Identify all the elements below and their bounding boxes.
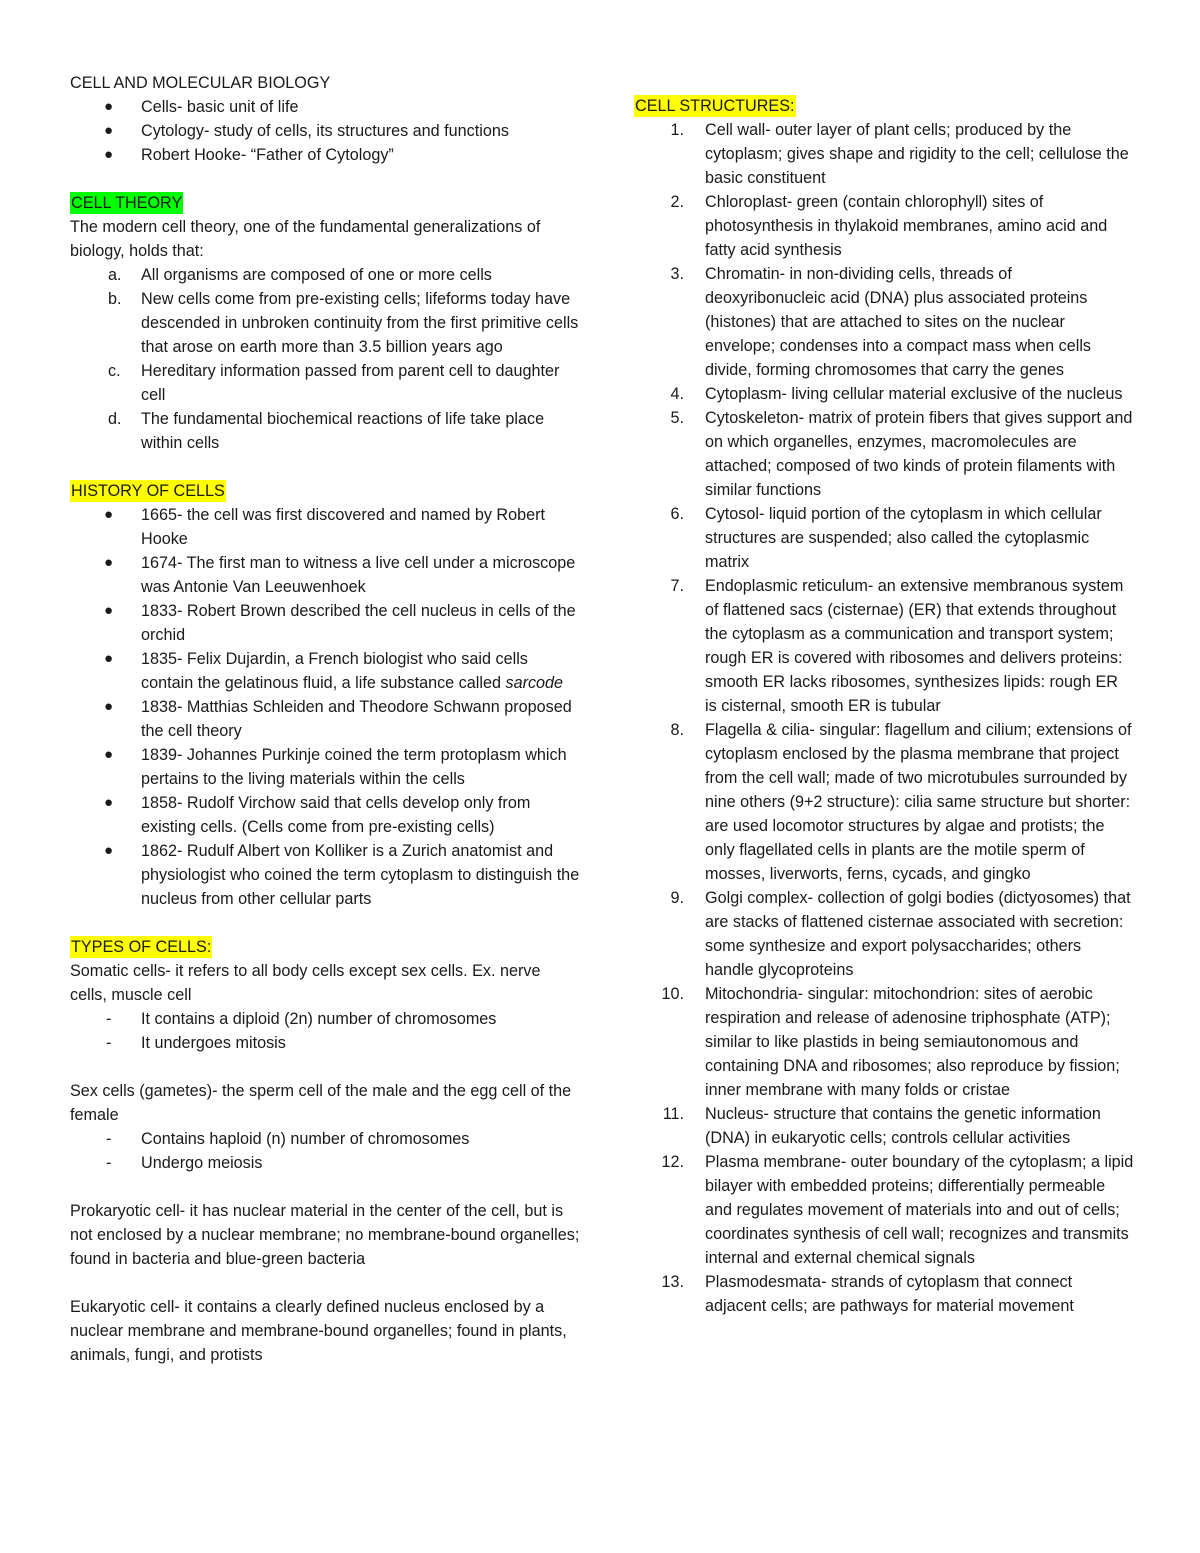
cell-theory-heading: CELL THEORY [71,194,183,212]
list-item: ● Robert Hooke- “Father of Cytology” [70,143,580,167]
list-item: 11. Nucleus- structure that contains the genetic information (DNA) in eukaryotic cells; controls cellular activities [662,1105,1101,1147]
bullet-icon: ● [104,146,114,163]
list-item: ● 1835- Felix Dujardin, a French biologist who said cells contain the gelatinous fluid, a life substance called sarcode [70,647,580,695]
list-item: ● 1665- the cell was first discovered and named by Robert Hooke [70,503,580,551]
list-item: 10. Mitochondria- singular: mitochondrion: sites of aerobic respiration and release of adenosine triphosphate (ATP); similar to like plastids in being semiautonomous and containing DNA and ribosomes; also reproduce by fission; inner membrane with many folds or cristae [661,985,1120,1099]
somatic-cells-text: Somatic cells- it refers to all body cells except sex cells. Ex. nerve cells, muscle cell [70,962,541,1004]
list-item: ● 1833- Robert Brown described the cell nucleus in cells of the orchid [70,599,580,647]
list-item: 9. Golgi complex- collection of golgi bodies (dictyosomes) that are stacks of flattened cisternae associated with secretion: some synthesize and export polysaccharides; others handle glycoproteins [670,889,1131,979]
list-item: 13. Plasmodesmata- strands of cytoplasm that connect adjacent cells; are pathways for material movement [661,1273,1074,1315]
bullet-icon: ● [104,506,114,523]
list-item: 1. Cell wall- outer layer of plant cells; produced by the cytoplasm; gives shape and rigidity to the cell; cellulose the basic constituent [670,121,1129,187]
list-item: 5. Cytoskeleton- matrix of protein fibers that gives support and on which organelles, enzymes, macromolecules are attached; composed of two kinds of protein filaments with similar functions [670,409,1133,499]
cell-theory-list [70,263,580,455]
list-item: ● 1858- Rudolf Virchow said that cells develop only from existing cells. (Cells come from pre-existing cells) [70,791,580,839]
bullet-icon: ● [104,650,114,667]
list-item: ● Cytology- study of cells, its structures and functions [70,119,580,143]
eukaryotic-text: Eukaryotic cell- it contains a clearly defined nucleus enclosed by a nuclear membrane and membrane-bound organelles; found in plants, animals, fungi, and protists [70,1298,567,1364]
list-item: 7. Endoplasmic reticulum- an extensive membranous system of flattened sacs (cisternae) (ER) that extends throughout the cytoplasm as a communication and transport system; rough ER is covered with ribosomes and delivers proteins: smooth ER lacks ribosomes, synthesizes lipids: rough ER is cisternal, smooth ER is tubular [670,577,1124,715]
list-item: - Undergo meiosis [106,1154,263,1172]
list-item: ● 1839- Johannes Purkinje coined the term protoplasm which pertains to the living materials within the cells [70,743,580,791]
bullet-icon: ● [104,794,114,811]
types-heading: TYPES OF CELLS: [71,938,212,956]
history-heading: HISTORY OF CELLS [71,482,225,500]
prokaryotic-text: Prokaryotic cell- it has nuclear material in the center of the cell, but is not enclosed by a nuclear membrane; no membrane-bound organelles; found in bacteria and blue-green bacteria [70,1202,580,1268]
bullet-icon: ● [104,698,114,715]
left-column [70,0,580,1367]
document-title: CELL AND MOLECULAR BIOLOGY [70,74,331,92]
structures-heading: CELL STRUCTURES: [635,97,795,115]
bullet-icon: ● [104,122,114,139]
list-item: ● 1838- Matthias Schleiden and Theodore Schwann proposed the cell theory [70,695,580,743]
sex-points [70,1127,580,1175]
list-item: 4. Cytoplasm- living cellular material exclusive of the nucleus [670,385,1123,403]
list-item: 12. Plasma membrane- outer boundary of the cytoplasm; a lipid bilayer with embedded proteins; differentially permeable and regulates movement of materials into and out of cells; coordinates synthesis of cell wall; recognizes and transmits internal and external chemical signals [661,1153,1134,1267]
list-item: 6. Cytosol- liquid portion of the cytoplasm in which cellular structures are suspended; also called the cytoplasmic matrix [670,505,1102,571]
list-item: a. All organisms are composed of one or more cells [108,266,492,284]
bullet-icon: ● [104,98,114,115]
list-item: ● 1674- The first man to witness a live cell under a microscope was Antonie Van Leeuwenhoek [70,551,580,599]
list-item: 8. Flagella & cilia- singular: flagellum and cilium; extensions of cytoplasm enclosed by the plasma membrane that project from the cell wall; made of two microtubules surrounded by nine others (9+2 structure): cilia same structure but shorter: are used locomotor structures by algae and protists; the only flagellated cells in plants are the motile sperm of mosses, liverworts, ferns, cycads, and gingko [670,721,1132,883]
somatic-points [70,1007,580,1055]
bullet-icon: ● [104,746,114,763]
sex-cells-text: Sex cells (gametes)- the sperm cell of the male and the egg cell of the female [70,1082,572,1124]
list-item: c. Hereditary information passed from parent cell to daughter cell [108,362,560,404]
bullet-icon: ● [104,842,114,859]
intro-bullet-list [70,95,580,167]
bullet-icon: ● [104,602,114,619]
list-item: - It undergoes mitosis [106,1034,286,1052]
list-item: - It contains a diploid (2n) number of chromosomes [106,1010,497,1028]
list-item: d. The fundamental biochemical reactions of life take place within cells [108,410,545,452]
structures-list [634,118,1134,1318]
bullet-icon: ● [104,554,114,571]
list-item: b. New cells come from pre-existing cells; lifeforms today have descended in unbroken continuity from the first primitive cells that arose on earth more than 3.5 billion years ago [108,290,579,356]
list-item: 3. Chromatin- in non-dividing cells, threads of deoxyribonucleic acid (DNA) plus associated proteins (histones) that are attached to sites on the nuclear envelope; condenses into a compact mass when cells divide, forming chromosomes that carry the genes [670,265,1092,379]
list-item: ● 1862- Rudulf Albert von Kolliker is a Zurich anatomist and physiologist who coined the term cytoplasm to distinguish the nucleus from other cellular parts [70,839,580,911]
list-item: ● Cells- basic unit of life [70,95,580,119]
list-item: - Contains haploid (n) number of chromosomes [106,1130,470,1148]
right-column [634,0,1134,1318]
list-item: 2. Chloroplast- green (contain chlorophyll) sites of photosynthesis in thylakoid membranes, amino acid and fatty acid synthesis [670,193,1108,259]
history-list [70,503,580,911]
cell-theory-intro: The modern cell theory, one of the fundamental generalizations of biology, holds that: [70,218,541,260]
